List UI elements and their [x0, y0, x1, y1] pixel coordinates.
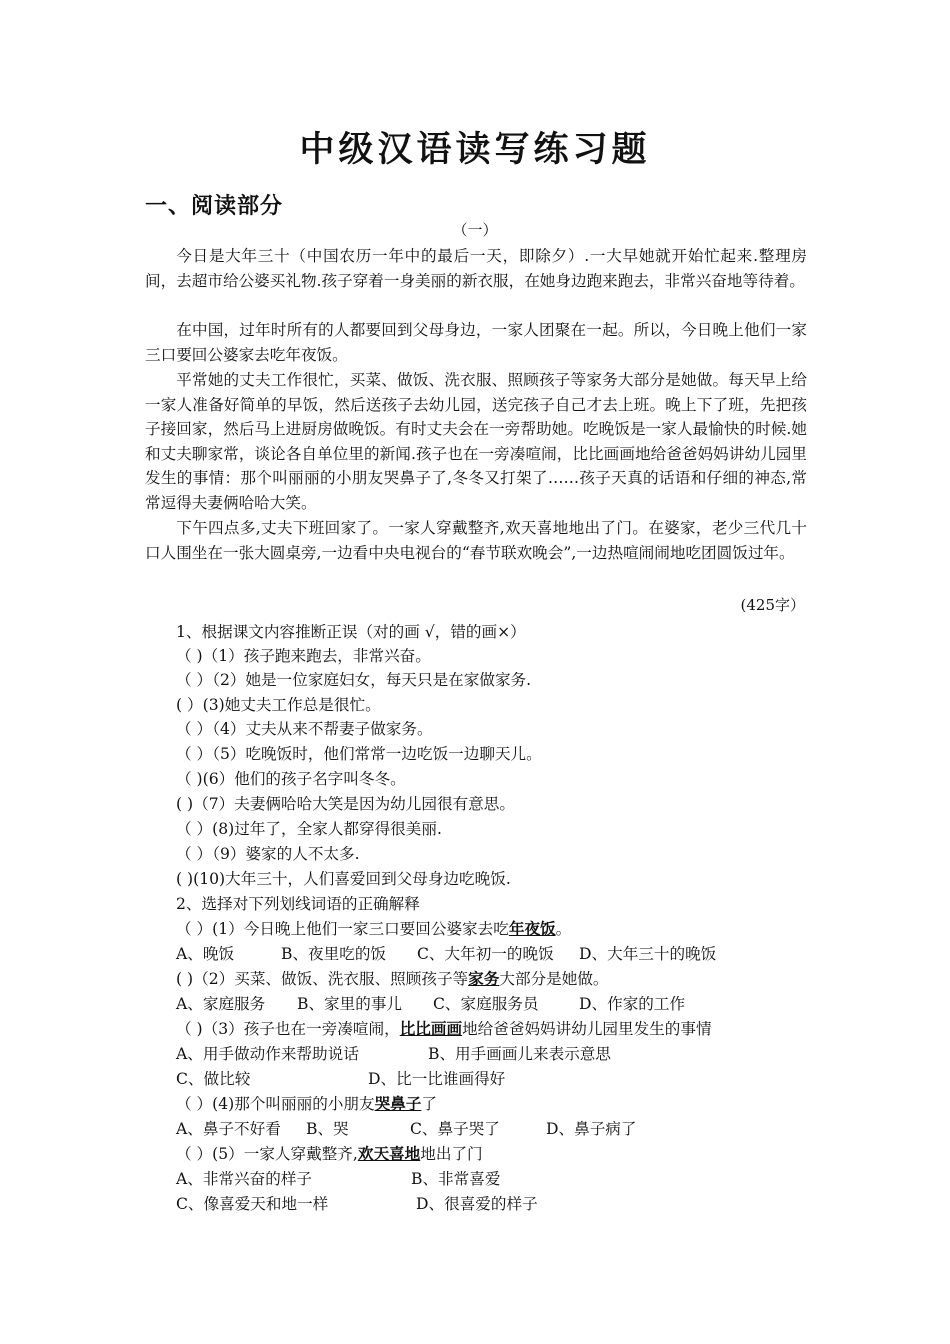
q2-options-5a — [176, 1167, 816, 1191]
q1-item-4: （ ）（4）丈夫从来不帮妻子做家务。 — [176, 720, 433, 738]
document-title: 中级汉语读写练习题 — [299, 129, 651, 170]
q1-item-2: （ ）（2）她是一位家庭妇女，每天只是在家做家务. — [176, 671, 532, 689]
q2-item-text: 地出了门 — [420, 1145, 483, 1163]
section-heading: 一、阅读部分 — [145, 193, 284, 219]
option-c: C、做比较 — [176, 1070, 251, 1088]
q1-item-8: （ ）(8)过年了，全家人都穿得很美丽. — [176, 820, 442, 838]
option-b: B、家里的事儿 — [297, 995, 403, 1013]
underlined-word: 哭鼻子 — [374, 1094, 422, 1113]
q2-options-1 — [176, 942, 816, 966]
paragraph-4: 下午四点多,丈夫下班回家了。一家人穿戴整齐,欢天喜地地出了门。在婆家，老少三代几十口人围坐在一张大圆桌旁,一边看中央电视台的“春节联欢晚会”,一边热喧闹闹地吃团圆饭过年。 — [145, 519, 807, 562]
q1-instruction: 1、根据课文内容推断正误（对的画 √，错的画×） — [176, 623, 526, 641]
underlined-word: 年夜饭 — [508, 919, 556, 938]
option-a: A、家庭服务 — [176, 995, 266, 1013]
q2-options-4 — [176, 1117, 816, 1141]
q2-item-3 — [176, 1017, 816, 1041]
option-a: A、非常兴奋的样子 — [176, 1170, 313, 1188]
q2-item-text: 地给爸爸妈妈讲幼儿园里发生的事情 — [462, 1020, 712, 1038]
q2-instruction: 2、选择对下列划线词语的正确解释 — [176, 895, 420, 913]
option-b: B、非常喜爱 — [411, 1170, 501, 1188]
q1-item-5: （ ）（5）吃晚饭时，他们常常一边吃饭一边聊天儿。 — [176, 745, 542, 763]
q2-item-text: 大部分是她做。 — [499, 970, 609, 988]
option-d: D、比一比谁画得好 — [368, 1070, 506, 1088]
underlined-word: 比比画画 — [399, 1019, 463, 1038]
option-b: B、夜里吃的饭 — [281, 945, 387, 963]
option-d: D、作家的工作 — [579, 995, 686, 1013]
option-c: C、鼻子哭了 — [410, 1120, 500, 1138]
q1-item-1: （ )（1）孩子跑来跑去，非常兴奋。 — [176, 647, 431, 665]
q2-options-3a — [176, 1042, 816, 1066]
option-a: A、鼻子不好看 — [176, 1120, 281, 1138]
q2-item-2 — [176, 967, 816, 991]
option-a: A、晚饭 — [176, 945, 235, 963]
q1-item-10: ( )(10)大年三十，人们喜爱回到父母身边吃晚饭. — [176, 870, 511, 888]
q2-item-text: （ )（3）孩子也在一旁凑喧闹， — [176, 1020, 400, 1038]
option-b: B、用手画画儿来表示意思 — [428, 1045, 611, 1063]
paragraph-2: 在中国，过年时所有的人都要回到父母身边，一家人团聚在一起。所以，今日晚上他们一家三口要回公婆家去吃年夜饭。 — [145, 321, 807, 364]
underlined-word: 欢天喜地 — [357, 1144, 421, 1163]
q2-options-2 — [176, 992, 816, 1016]
option-c: C、大年初一的晚饭 — [417, 945, 554, 963]
paragraph-3: 平常她的丈夫工作很忙，买菜、做饭、洗衣服、照顾孩子等家务大部分是她做。每天早上给一家人准备好简单的早饭，然后送孩子去幼儿园，送完孩子自己才去上班。晚上下了班，先把孩子接回家，然后马上进厨房做晚饭。有时丈夫会在一旁帮助她。吃晚饭是一家人最愉快的时候.她和丈夫聊家常，谈论各自单位里的新闻.孩子也在一旁凑喧闹，比比画画地给爸爸妈妈讲幼儿园里发生的事情：那个叫丽丽的小朋友哭鼻子了,冬冬又打架了……孩子天真的话语和仔细的神态,常常逗得夫妻俩哈哈大笑。 — [145, 371, 807, 512]
option-b: B、哭 — [306, 1120, 349, 1138]
q2-item-text: （ ）(1）今日晚上他们一家三口要回公婆家去吃 — [176, 920, 509, 938]
paragraph-1: 今日是大年三十（中国农历一年中的最后一天，即除夕）.一大早她就开始忙起来.整理房间，去超市给公婆买礼物.孩子穿着一身美丽的新衣服，在她身边跑来跑去，非常兴奋地等待着。 — [145, 247, 807, 290]
option-d: D、大年三十的晚饭 — [579, 945, 717, 963]
q2-item-text: （ ）(4)那个叫丽丽的小朋友 — [176, 1095, 375, 1113]
passage-number: （一） — [452, 221, 498, 239]
q2-item-text: 了 — [421, 1095, 437, 1113]
q2-item-text: （ ）(5）一家人穿戴整齐, — [176, 1145, 358, 1163]
option-d: D、很喜爱的样子 — [416, 1195, 538, 1213]
q2-item-4 — [176, 1092, 816, 1116]
q2-item-text: ( )（2）买菜、做饭、洗衣服、照顾孩子等 — [176, 970, 469, 988]
option-a: A、用手做动作来帮助说话 — [176, 1045, 359, 1063]
q2-options-5b — [176, 1192, 816, 1216]
underlined-word: 家务 — [468, 969, 500, 988]
q2-item-1 — [176, 917, 816, 941]
q1-item-7: ( )（7）夫妻俩哈哈大笑是因为幼儿园很有意思。 — [176, 795, 515, 813]
option-d: D、鼻子病了 — [546, 1120, 637, 1138]
q1-item-3: ( ）(3)她丈夫工作总是很忙。 — [176, 696, 381, 714]
option-c: C、像喜爱天和地一样 — [176, 1195, 329, 1213]
q1-item-9: （ ）（9）婆家的人不太多. — [176, 845, 360, 863]
q2-item-5 — [176, 1142, 816, 1166]
option-c: C、家庭服务员 — [433, 995, 539, 1013]
word-count: (425字） — [740, 596, 805, 614]
q2-item-text: 。 — [555, 920, 572, 938]
q1-item-6: （ )(6）他们的孩子名字叫冬冬。 — [176, 770, 406, 788]
q2-options-3b — [176, 1067, 816, 1091]
